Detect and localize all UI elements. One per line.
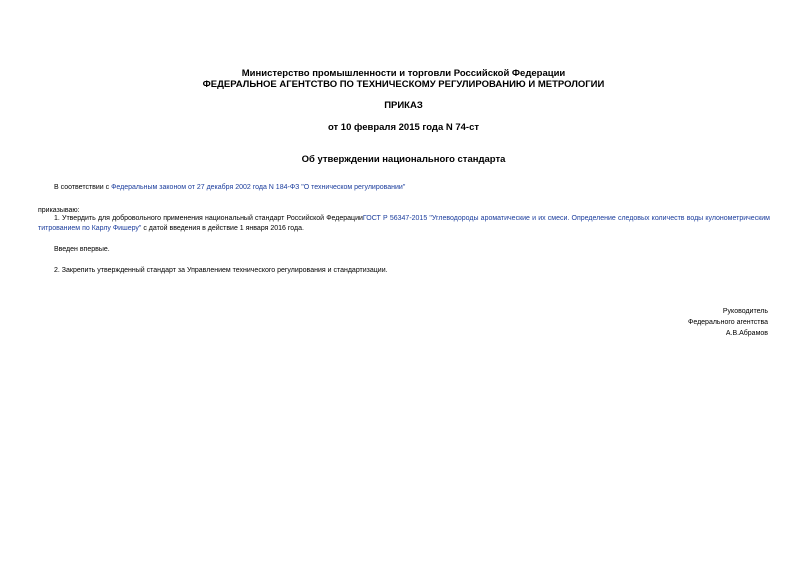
document-subject: Об утверждении национального стандарта [301,154,506,165]
signature-org: Федерального агентства [688,319,768,326]
basis-paragraph [38,183,770,193]
ministry-name: Министерство промышленности и торговли Российской Федерации [241,68,566,79]
agency-name: ФЕДЕРАЛЬНОЕ АГЕНТСТВО ПО ТЕХНИЧЕСКОМУ РЕГУЛИРОВАНИЮ И МЕТРОЛОГИИ [202,79,605,90]
item-1-suffix: с датой введения в действие 1 января 2016 года. [141,225,304,232]
basis-prefix: В соответствии с [54,184,112,191]
signature-title: Руководитель [722,308,768,315]
signature-name: А.В.Абрамов [725,330,768,337]
federal-law-link[interactable]: Федеральным законом от 27 декабря 2002 года N 184-ФЗ "О техническом регулировании" [111,184,406,191]
order-word: приказываю: [38,207,80,214]
item-1-paragraph [38,214,770,234]
item-1-prefix: 1. Утвердить для добровольного применения национальный стандарт Российской Федерации [54,215,363,222]
item-2-paragraph: 2. Закрепить утвержденный стандарт за Управлением технического регулирования и стандартизации. [54,267,388,274]
gost-standard-link[interactable]: ГОСТ Р 56347-2015 "Углеводороды ароматические и их смеси. Определение следовых количеств воды кулонометрическим титрованием по Карлу Фишеру" [38,215,770,232]
intro-note: Введен впервые. [54,246,110,253]
document-date-number: от 10 февраля 2015 года N 74-ст [327,122,480,133]
document-type: ПРИКАЗ [384,100,423,111]
